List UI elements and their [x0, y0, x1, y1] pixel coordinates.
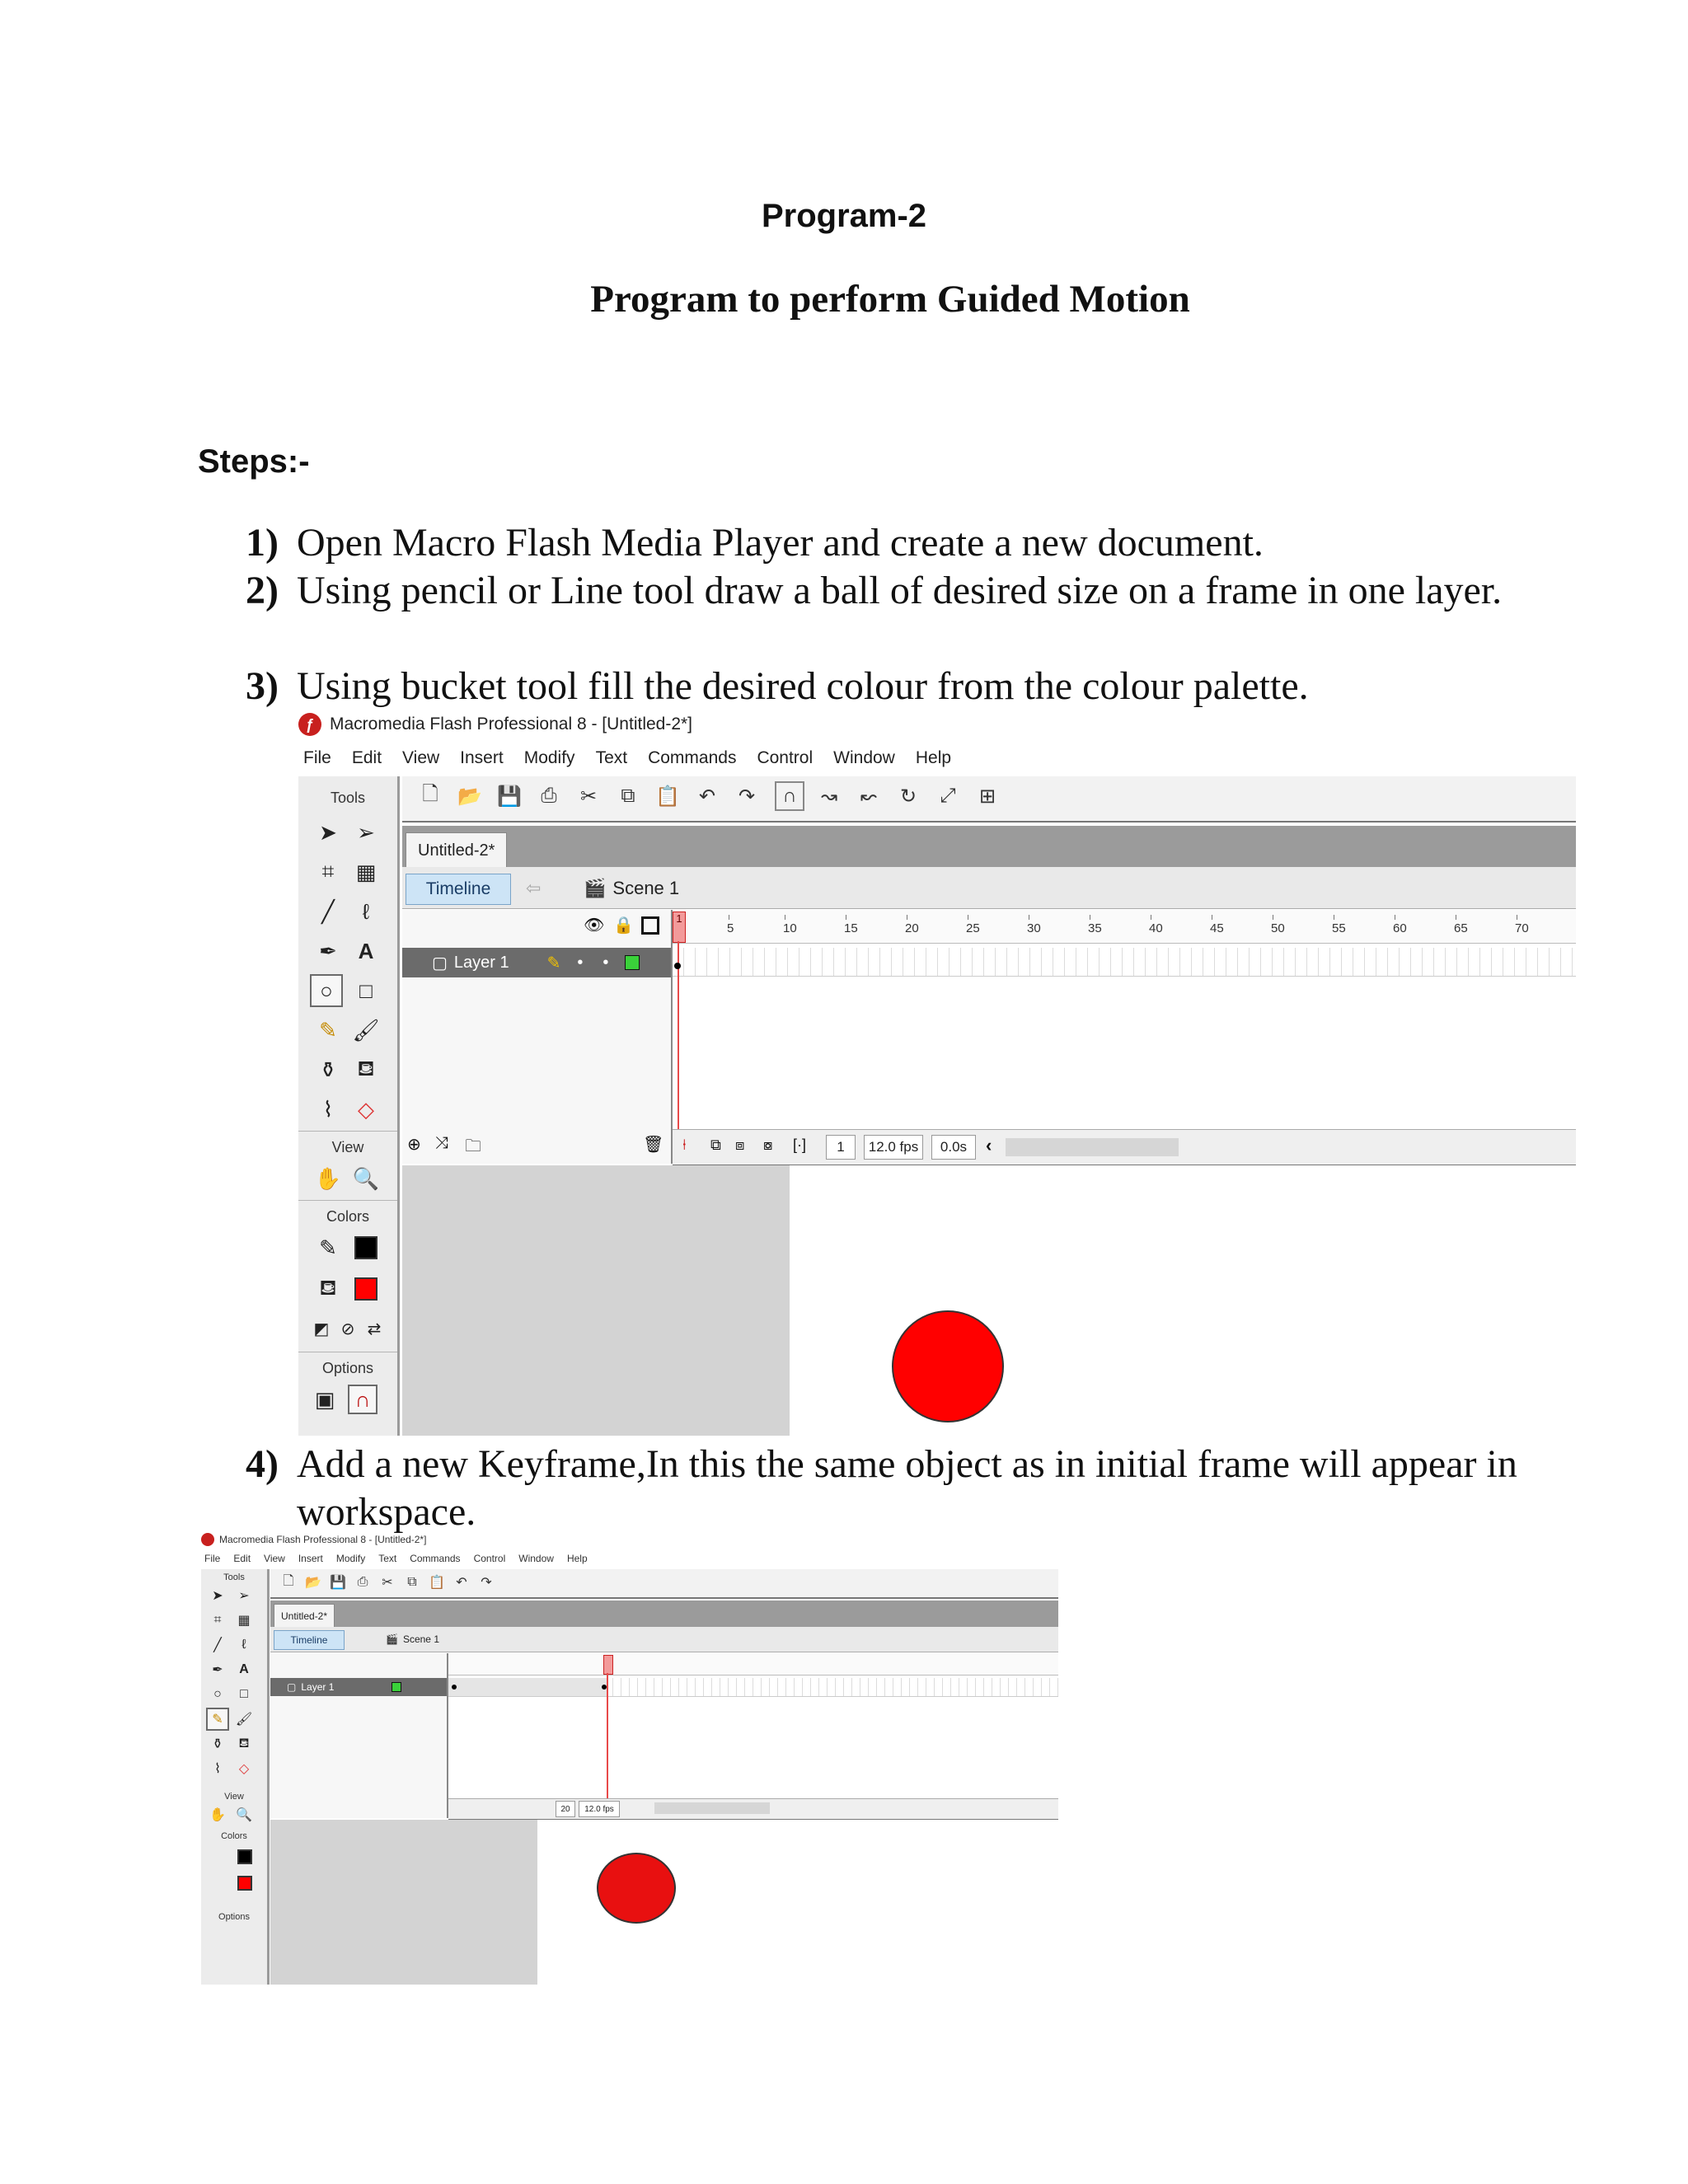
brush-tool-icon[interactable]: 🖌: [235, 1713, 253, 1727]
eyedropper-icon[interactable]: ⌇: [322, 1096, 334, 1122]
eye-icon[interactable]: 👁: [584, 916, 605, 935]
tools-label: Tools: [330, 790, 366, 806]
timeline-header: [270, 1627, 1058, 1652]
step-text: Open Macro Flash Media Player and create a new document.: [297, 521, 1264, 565]
ruler-tick: 65: [1454, 921, 1468, 935]
open-folder-icon[interactable]: 📂: [457, 785, 482, 808]
view-label: View: [331, 1139, 364, 1155]
rotate-icon[interactable]: ↻: [899, 785, 917, 808]
ruler-tick: 20: [905, 921, 919, 935]
keyframe-dot[interactable]: [674, 963, 681, 969]
layer-name: Layer 1: [453, 953, 509, 972]
menu-view[interactable]: View: [402, 748, 440, 767]
undo-icon[interactable]: ↶: [456, 1576, 467, 1590]
menu-modify[interactable]: Modify: [523, 748, 575, 767]
visible-dot: •: [577, 953, 584, 972]
oval-tool-icon[interactable]: ○: [310, 974, 343, 1007]
cut-icon[interactable]: ✂: [579, 785, 598, 808]
stroke-color-swatch[interactable]: [237, 1849, 252, 1864]
current-frame-field: 20: [556, 1801, 575, 1817]
text-tool-icon[interactable]: A: [239, 1662, 249, 1676]
back-arrow-icon[interactable]: ⇦: [526, 878, 542, 898]
snap-icon[interactable]: ∩: [775, 781, 804, 811]
lasso-tool-icon[interactable]: ℓ: [241, 1638, 246, 1652]
menu-view[interactable]: View: [264, 1553, 285, 1564]
playhead-line: [607, 1673, 608, 1798]
step-number: 1): [246, 521, 279, 565]
divider: [298, 1200, 397, 1201]
eraser-icon[interactable]: ◇: [358, 1096, 374, 1122]
layers-panel: [270, 1653, 448, 1818]
red-ball[interactable]: [892, 1310, 1004, 1422]
menu-text[interactable]: Text: [595, 748, 628, 767]
onion-outline-icon[interactable]: ⧈: [735, 1137, 745, 1153]
flash-window-screenshot-2: [201, 1533, 1058, 1985]
scene-label: Scene 1: [402, 1633, 439, 1645]
step-text: Add a new Keyframe,In this the same object as in initial frame will appear in workspace.: [297, 1442, 1517, 1534]
document-tab-bar: [402, 826, 1576, 867]
ruler-tick: 30: [1027, 921, 1041, 935]
arrow-tool-icon[interactable]: ➤: [212, 1589, 223, 1603]
menu-window[interactable]: Window: [518, 1553, 554, 1564]
step-2: [246, 567, 1531, 615]
step-text: Using bucket tool fill the desired colour from the colour palette.: [297, 664, 1309, 708]
smooth-icon[interactable]: ↝: [820, 785, 838, 808]
print-icon[interactable]: ⎙: [541, 785, 557, 807]
menu-bar: [204, 1553, 601, 1564]
modify-markers-icon[interactable]: [·]: [793, 1137, 806, 1153]
menu-edit[interactable]: Edit: [233, 1553, 251, 1564]
flash-window-screenshot-1: [298, 710, 1576, 1436]
lock-icon[interactable]: 🔒: [613, 916, 634, 935]
program-label: Program-2: [761, 198, 927, 234]
add-layer-icon[interactable]: ⊕: [407, 1136, 421, 1154]
center-frame-icon[interactable]: ⍿: [682, 1137, 687, 1153]
straighten-icon[interactable]: ↜: [860, 785, 878, 808]
redo-icon[interactable]: ↷: [481, 1576, 492, 1590]
step-1: [246, 519, 1531, 567]
rectangle-tool-icon[interactable]: □: [240, 1687, 248, 1701]
oval-tool-icon[interactable]: ○: [213, 1687, 222, 1701]
eyedropper-icon[interactable]: ⌇: [214, 1762, 221, 1776]
menu-help[interactable]: Help: [566, 1553, 588, 1564]
window-title: Macromedia Flash Professional 8 - [Untitled-2*]: [330, 715, 693, 733]
paste-icon[interactable]: 📋: [429, 1576, 445, 1590]
open-folder-icon[interactable]: 📂: [305, 1576, 321, 1590]
menu-insert[interactable]: Insert: [460, 748, 504, 767]
zoom-tool-icon[interactable]: 🔍: [352, 1165, 380, 1191]
stroke-color-pencil-icon: ✎: [319, 1235, 337, 1260]
ruler-tick: 70: [1515, 921, 1529, 935]
snap-magnet-icon[interactable]: ∩: [348, 1385, 377, 1414]
ruler-tick: 55: [1332, 921, 1346, 935]
scale-icon[interactable]: ⤢: [940, 785, 956, 807]
ruler-tick: 15: [844, 921, 858, 935]
pasteboard: [402, 1165, 790, 1436]
paint-bucket-icon[interactable]: ⛾: [238, 1736, 250, 1750]
layer-row[interactable]: [402, 948, 671, 977]
menu-file[interactable]: File: [204, 1553, 221, 1564]
pen-tool-icon[interactable]: ✒: [212, 1663, 223, 1677]
layer-icon: ▢: [287, 1681, 297, 1693]
layer-name: Layer 1: [301, 1681, 335, 1693]
default-colors-icon[interactable]: ◩: [313, 1319, 330, 1338]
layers-panel: [402, 910, 673, 1164]
menu-modify[interactable]: Modify: [335, 1553, 366, 1564]
add-folder-icon[interactable]: 🗀: [465, 1137, 481, 1155]
menu-commands[interactable]: Commands: [648, 748, 737, 767]
timeline-status-bar: [448, 1798, 1058, 1821]
timeline-status-bar: [673, 1129, 1576, 1166]
print-icon[interactable]: ⎙: [357, 1575, 368, 1589]
divider: [298, 1131, 397, 1132]
new-file-icon[interactable]: 🗋: [283, 1573, 294, 1588]
paste-icon[interactable]: 📋: [655, 785, 680, 808]
save-icon[interactable]: 💾: [330, 1576, 346, 1590]
step-number: 3): [246, 664, 279, 708]
ruler-tick: 50: [1271, 921, 1285, 935]
pencil-edit-icon: ✎: [546, 954, 561, 972]
fill-color-bucket-icon: ⛾: [319, 1274, 337, 1300]
ruler-tick: 40: [1149, 921, 1163, 935]
red-ball[interactable]: [597, 1853, 676, 1924]
view-label: View: [224, 1792, 244, 1802]
step-number: 2): [246, 569, 279, 612]
menu-control[interactable]: Control: [473, 1553, 506, 1564]
colors-label: Colors: [221, 1831, 247, 1841]
scene-crumb[interactable]: [584, 874, 679, 903]
tools-panel: [298, 776, 400, 1436]
layer-row[interactable]: [270, 1678, 447, 1696]
line-tool-icon[interactable]: ╱: [213, 1638, 222, 1652]
flash-logo-icon: ƒ: [298, 713, 321, 736]
align-icon[interactable]: ⊞: [978, 785, 996, 808]
fill-transform-icon[interactable]: ▦: [355, 859, 377, 884]
layer-icon: ▢: [432, 954, 448, 972]
menu-edit[interactable]: Edit: [351, 748, 382, 767]
scene-crumb[interactable]: [386, 1630, 439, 1648]
eraser-icon[interactable]: ◇: [238, 1762, 250, 1776]
lock-dot: •: [603, 953, 609, 972]
step-number: 4): [246, 1442, 279, 1486]
ink-bottle-icon[interactable]: ⚱: [319, 1057, 337, 1082]
main-toolbar: [402, 776, 1576, 823]
copy-icon[interactable]: ⧉: [621, 785, 635, 807]
rectangle-tool-icon[interactable]: □: [359, 977, 373, 1003]
step-4: [246, 1441, 1531, 1536]
held-frames-span: [448, 1678, 608, 1696]
timeline-button[interactable]: Timeline: [274, 1630, 345, 1650]
timeline-button[interactable]: Timeline: [406, 874, 511, 905]
program-title: Program to perform Guided Motion: [590, 278, 1190, 321]
ruler-tick: 45: [1210, 921, 1224, 935]
line-tool-icon[interactable]: ╱: [321, 898, 335, 924]
playhead-marker[interactable]: 1: [673, 912, 686, 943]
menu-file[interactable]: File: [303, 748, 331, 767]
step-text: Using pencil or Line tool draw a ball of desired size on a frame in one layer.: [297, 569, 1503, 612]
playhead-line: [678, 941, 679, 1129]
clapperboard-icon: 🎬: [386, 1633, 398, 1645]
frames-area: [673, 910, 1576, 1129]
layer-color-box: [625, 955, 640, 970]
clapperboard-icon: 🎬: [584, 878, 607, 898]
subselect-tool-icon[interactable]: ➢: [238, 1589, 250, 1603]
timeline-header: [402, 867, 1576, 909]
elapsed-time-field: 0.0s: [931, 1135, 976, 1160]
window-title-bar: [298, 710, 692, 738]
object-drawing-icon[interactable]: ▣: [314, 1386, 335, 1412]
pencil-tool-icon[interactable]: ✎: [206, 1708, 229, 1731]
window-title-bar: [201, 1533, 426, 1546]
ink-bottle-icon[interactable]: ⚱: [212, 1737, 223, 1751]
document-tab[interactable]: Untitled-2*: [406, 832, 507, 868]
ruler-tick: 5: [727, 921, 734, 935]
step-3: [246, 663, 1531, 710]
scene-label: Scene 1: [612, 878, 680, 898]
fill-color-swatch[interactable]: [237, 1876, 252, 1891]
add-guide-layer-icon[interactable]: ⤨: [435, 1134, 448, 1152]
tools-panel: [201, 1569, 270, 1985]
hand-tool-icon[interactable]: ✋: [209, 1808, 226, 1822]
ruler-tick: 35: [1088, 921, 1102, 935]
options-label: Options: [218, 1912, 250, 1922]
arrow-tool-icon[interactable]: ➤: [319, 819, 337, 845]
free-transform-icon[interactable]: ⌗: [321, 859, 335, 883]
fill-transform-icon[interactable]: ▦: [237, 1614, 251, 1628]
no-color-icon[interactable]: ⊘: [340, 1319, 355, 1338]
brush-tool-icon[interactable]: 🖌: [352, 1017, 380, 1043]
pen-tool-icon[interactable]: ✒: [319, 938, 337, 963]
fps-field[interactable]: 12.0 fps: [579, 1801, 620, 1817]
copy-icon[interactable]: ⧉: [407, 1575, 417, 1589]
flash-logo-icon: [201, 1533, 214, 1546]
keyframe-dot[interactable]: [452, 1685, 457, 1690]
steps-heading: Steps:-: [198, 443, 310, 480]
tools-label: Tools: [223, 1572, 245, 1582]
ruler-tick: 10: [783, 921, 797, 935]
menu-insert[interactable]: Insert: [298, 1553, 323, 1564]
horizontal-scrollbar[interactable]: [1006, 1138, 1179, 1156]
ruler-tick: 25: [966, 921, 980, 935]
fps-field[interactable]: 12.0 fps: [864, 1135, 923, 1160]
paint-bucket-icon[interactable]: ⛾: [357, 1055, 375, 1080]
outline-icon[interactable]: [641, 916, 659, 935]
menu-window[interactable]: Window: [833, 748, 895, 767]
document-tab-bar: [270, 1601, 1058, 1627]
ruler-tick: 60: [1393, 921, 1407, 935]
save-icon[interactable]: 💾: [497, 785, 522, 808]
menu-control[interactable]: Control: [757, 748, 814, 767]
cut-icon[interactable]: ✂: [382, 1576, 393, 1590]
zoom-tool-icon[interactable]: 🔍: [236, 1808, 252, 1822]
colors-label: Colors: [326, 1208, 369, 1225]
menu-commands[interactable]: Commands: [410, 1553, 461, 1564]
menu-help[interactable]: Help: [915, 748, 952, 767]
menu-text[interactable]: Text: [378, 1553, 397, 1564]
subselect-tool-icon[interactable]: ➢: [357, 819, 375, 845]
pencil-tool-icon[interactable]: ✎: [319, 1017, 337, 1043]
main-toolbar: [270, 1569, 1058, 1599]
frames-area: [448, 1653, 1058, 1798]
new-file-icon[interactable]: 🗋: [422, 782, 438, 805]
pasteboard: [270, 1820, 537, 1985]
free-transform-icon[interactable]: ⌗: [213, 1613, 222, 1627]
scroll-left-icon[interactable]: ‹: [986, 1135, 992, 1155]
redo-icon[interactable]: ↷: [738, 785, 756, 808]
options-label: Options: [321, 1360, 374, 1376]
keyframe-dot[interactable]: [602, 1685, 607, 1690]
text-tool-icon[interactable]: A: [358, 938, 374, 963]
document-tab[interactable]: Untitled-2*: [274, 1604, 335, 1628]
trash-icon[interactable]: 🗑: [643, 1136, 664, 1154]
playhead-marker[interactable]: [603, 1655, 613, 1675]
layer-color-box: [392, 1682, 401, 1692]
layer-frame-row[interactable]: [673, 948, 1576, 977]
hand-tool-icon[interactable]: ✋: [314, 1165, 342, 1191]
fill-color-swatch[interactable]: [354, 1277, 377, 1301]
stroke-color-swatch[interactable]: [354, 1236, 377, 1259]
menu-bar: [303, 748, 972, 773]
swap-colors-icon[interactable]: ⇄: [367, 1319, 382, 1338]
current-frame-field: 1: [826, 1135, 856, 1160]
lasso-tool-icon[interactable]: ℓ: [362, 898, 370, 924]
horizontal-scrollbar[interactable]: [654, 1802, 770, 1814]
edit-multiple-icon[interactable]: ⧇: [763, 1137, 773, 1153]
onion-skin-icon[interactable]: ⧉: [710, 1137, 721, 1153]
window-title: Macromedia Flash Professional 8 - [Untitled-2*]: [219, 1534, 427, 1545]
frame-ruler: [448, 1653, 1058, 1675]
undo-icon[interactable]: ↶: [698, 785, 716, 808]
frame-ruler: [673, 910, 1576, 944]
